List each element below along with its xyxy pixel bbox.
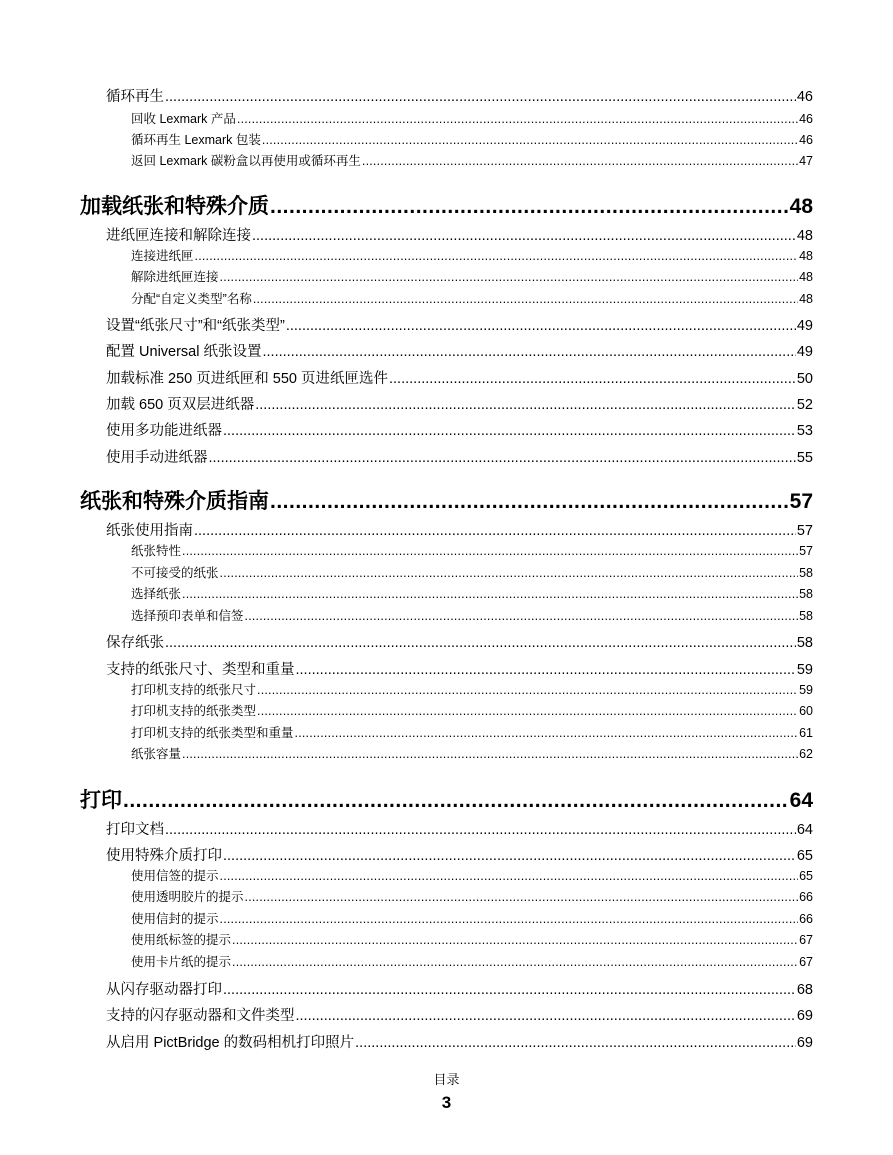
toc-dot-leader [194,523,796,539]
toc-entry-title: 使用手动进纸器 [106,450,208,466]
toc-entry-page: 58 [799,566,813,580]
toc-dot-leader [286,318,796,334]
toc-dot-leader [237,112,798,126]
toc-dot-leader [263,344,796,360]
footer-page-number: 3 [441,1093,452,1112]
toc-section[interactable] [106,419,813,440]
toc-subsection[interactable] [131,723,813,741]
toc-entry-page: 57 [789,490,813,513]
toc-entry-page: 46 [796,89,813,105]
toc-dot-leader [245,890,799,904]
toc-entry-page: 46 [799,133,813,147]
toc-subsection[interactable] [131,267,813,285]
toc-dot-leader [220,566,799,580]
toc-dot-leader [296,1008,796,1024]
toc-entry-title: 使用特殊介质打印 [106,848,222,864]
toc-dot-leader [232,955,798,969]
toc-section[interactable] [106,818,813,839]
toc-entry-title: 返回 Lexmark 碳粉盒以再使用或循环再生 [131,154,361,168]
toc-section[interactable] [106,978,813,999]
toc-subsection[interactable] [131,701,813,719]
toc-entry-page: 58 [799,609,813,623]
toc-chapter[interactable] [80,485,813,515]
toc-subsection[interactable] [131,541,813,559]
toc-dot-leader [362,154,798,168]
toc-subsection[interactable] [131,584,813,602]
toc-subsection[interactable] [131,563,813,581]
toc-entry-title: 不可接受的纸张 [131,566,219,580]
toc-entry-page: 66 [799,912,813,926]
toc-entry-title: 解除进纸匣连接 [131,270,219,284]
toc-entry-title: 纸张容量 [131,747,182,761]
toc-entry-title: 选择纸张 [131,587,182,601]
toc-section[interactable] [106,224,813,245]
toc-dot-leader [223,423,796,439]
toc-entry-title: 打印机支持的纸张类型和重量 [131,726,294,740]
toc-dot-leader [252,228,796,244]
toc-dot-leader [165,822,796,838]
toc-entry-page: 62 [799,747,813,761]
toc-subsection[interactable] [131,289,813,307]
toc-entry-page: 47 [799,154,813,168]
toc-dot-leader [389,371,796,387]
toc-entry-title: 纸张使用指南 [106,523,193,539]
toc-entry-page: 67 [799,955,813,969]
toc-dot-leader [165,635,796,651]
toc-entry-title: 打印文档 [106,822,164,838]
toc-entry-title: 从闪存驱动器打印 [106,982,222,998]
toc-dot-leader [253,292,798,306]
toc-entry-title: 支持的纸张尺寸、类型和重量 [106,662,295,678]
toc-section[interactable] [106,631,813,652]
toc-entry-title: 选择预印表单和信签 [131,609,244,623]
toc-dot-leader [262,133,798,147]
toc-dot-leader [223,848,796,864]
toc-dot-leader [123,789,789,813]
toc-chapter[interactable] [80,190,813,220]
toc-entry-title: 连接进纸匣 [131,249,194,263]
toc-dot-leader [245,609,799,623]
toc-entry-page: 48 [799,270,813,284]
toc-section[interactable] [106,393,813,414]
toc-dot-leader [296,662,796,678]
toc-entry-title: 使用信签的提示 [131,869,219,883]
toc-entry-title: 使用透明胶片的提示 [131,890,244,904]
toc-chapter[interactable] [80,784,813,814]
toc-dot-leader [220,270,799,284]
toc-entry-title: 加载纸张和特殊介质 [80,195,269,218]
toc-entry-page: 60 [799,704,813,718]
toc-entry-title: 加载 650 页双层进纸器 [106,397,255,413]
toc-entry-page: 57 [796,523,813,539]
toc-subsection[interactable] [131,606,813,624]
toc-section[interactable] [106,85,813,106]
toc-entry-page: 52 [796,397,813,413]
toc-entry-title: 循环再生 [106,89,164,105]
toc-entry-page: 59 [799,683,813,697]
toc-entry-page: 69 [796,1035,813,1051]
toc-section[interactable] [106,844,813,865]
toc-section[interactable] [106,658,813,679]
toc-section[interactable] [106,519,813,540]
toc-entry-page: 69 [796,1008,813,1024]
toc-subsection[interactable] [131,109,813,127]
toc-entry-title: 使用多功能进纸器 [106,423,222,439]
toc-dot-leader [232,933,798,947]
toc-entry-page: 49 [796,344,813,360]
toc-section[interactable] [106,367,813,388]
toc-subsection[interactable] [131,909,813,927]
toc-entry-page: 64 [789,789,813,812]
toc-entry-page: 48 [799,292,813,306]
toc-entry-title: 循环再生 Lexmark 包装 [131,133,261,147]
toc-dot-leader [195,249,799,263]
toc-subsection[interactable] [131,887,813,905]
toc-section[interactable] [106,314,813,335]
toc-entry-title: 保存纸张 [106,635,164,651]
toc-entry-title: 打印机支持的纸张尺寸 [131,683,257,697]
toc-entry-page: 66 [799,890,813,904]
toc-subsection[interactable] [131,680,813,698]
toc-dot-leader [220,869,799,883]
toc-subsection[interactable] [131,246,813,264]
toc-dot-leader [270,195,789,219]
toc-entry-page: 59 [796,662,813,678]
toc-entry-page: 68 [796,982,813,998]
toc-dot-leader [220,912,799,926]
toc-section[interactable] [106,446,813,467]
toc-entry-title: 设置“纸张尺寸”和“纸张类型” [106,318,285,334]
toc-subsection[interactable] [131,866,813,884]
toc-dot-leader [255,397,796,413]
toc-dot-leader [182,544,798,558]
toc-entry-title: 回收 Lexmark 产品 [131,112,236,126]
toc-entry-title: 加载标准 250 页进纸匣和 550 页进纸匣选件 [106,371,388,387]
toc-entry-title: 使用纸标签的提示 [131,933,232,947]
toc-entry-title: 进纸匣连接和解除连接 [106,228,251,244]
toc-dot-leader [257,683,798,697]
toc-entry-page: 48 [789,195,813,218]
toc-entry-page: 67 [799,933,813,947]
toc-entry-title: 使用卡片纸的提示 [131,955,232,969]
toc-dot-leader [270,490,789,514]
toc-entry-title: 支持的闪存驱动器和文件类型 [106,1008,295,1024]
toc-entry-page: 48 [799,249,813,263]
toc-entry-page: 65 [796,848,813,864]
toc-subsection[interactable] [131,930,813,948]
toc-entry-title: 配置 Universal 纸张设置 [106,344,262,360]
toc-dot-leader [295,726,799,740]
toc-dot-leader [223,982,796,998]
toc-entry-page: 48 [796,228,813,244]
toc-entry-page: 50 [796,371,813,387]
toc-entry-title: 使用信封的提示 [131,912,219,926]
toc-entry-page: 58 [799,587,813,601]
toc-section[interactable] [106,340,813,361]
toc-entry-page: 49 [796,318,813,334]
toc-entry-page: 55 [796,450,813,466]
toc-entry-page: 58 [796,635,813,651]
toc-dot-leader [182,587,798,601]
toc-entry-page: 64 [796,822,813,838]
toc-dot-leader [257,704,798,718]
toc-entry-title: 从启用 PictBridge 的数码相机打印照片 [106,1035,355,1051]
toc-entry-page: 65 [799,869,813,883]
toc-subsection[interactable] [131,151,813,169]
toc-entry-title: 纸张特性 [131,544,182,558]
toc-entry-title: 分配“自定义类型”名称 [131,292,252,306]
toc-entry-title: 打印 [80,789,122,812]
toc-entry-title: 纸张和特殊介质指南 [80,490,269,513]
toc-entry-title: 打印机支持的纸张类型 [131,704,257,718]
toc-entry-page: 46 [799,112,813,126]
toc-dot-leader [209,450,796,466]
toc-section[interactable] [106,1031,813,1052]
toc-entry-page: 61 [799,726,813,740]
toc-section[interactable] [106,1004,813,1025]
footer-section-label: 目录 [433,1072,460,1087]
toc-dot-leader [355,1035,796,1051]
toc-dot-leader [182,747,798,761]
toc-subsection[interactable] [131,952,813,970]
toc-entry-page: 53 [796,423,813,439]
toc-subsection[interactable] [131,130,813,148]
toc-subsection[interactable] [131,744,813,762]
toc-entry-page: 57 [799,544,813,558]
toc-dot-leader [165,89,796,105]
